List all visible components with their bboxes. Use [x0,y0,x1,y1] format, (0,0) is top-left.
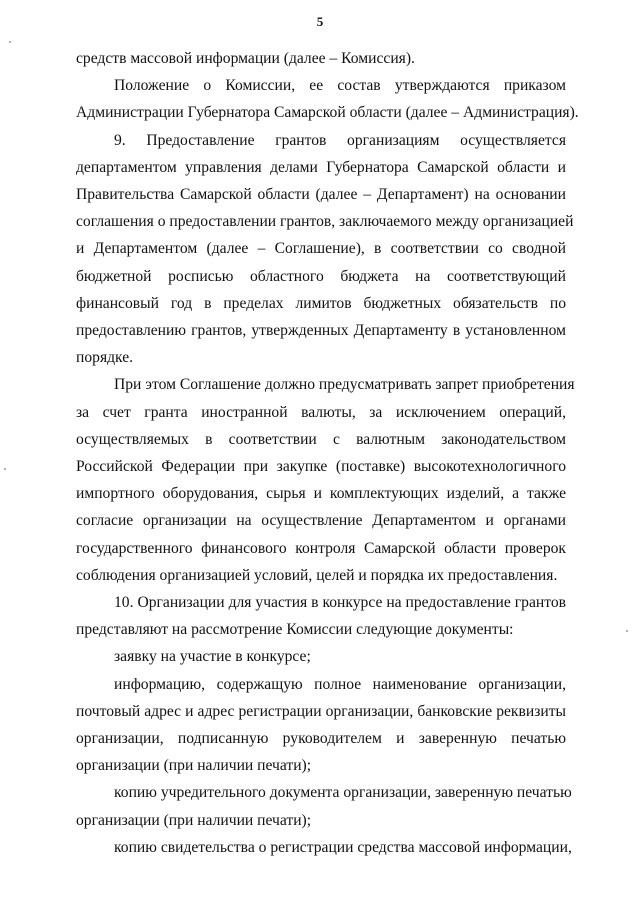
page-number: 5 [316,14,324,29]
text-line: за счет гранта иностранной валюты, за исключением операций, [76,403,566,421]
paragraph [76,779,572,833]
scan-speck [9,41,11,43]
paragraph [76,671,566,780]
paragraph [76,371,575,589]
text-line: соблюдения организацией условий, целей и порядка их предоставления. [76,566,558,584]
text-line: организации, подписанную руководителем и заверенную печатью [76,730,566,748]
text-line: государственного финансового контроля Самарской области проверок [76,539,566,557]
text-line: копию свидетельства о регистрации средства массовой информации, [114,838,572,856]
text-line: порядке. [76,349,134,367]
text-line: осуществляемых в соответствии с валютным законодательством [76,430,566,448]
scan-speck [626,630,628,632]
paragraph [76,127,574,372]
paragraph [76,643,566,670]
text-line: представляют на рассмотрение Комиссии следующие документы: [76,621,514,639]
text-line: Положение о Комиссии, ее состав утверждаются приказом [114,77,566,95]
document-body [76,45,579,861]
scan-speck [4,468,6,470]
text-line: финансовый год в пределах лимитов бюджетных обязательств по [76,294,566,312]
paragraph [76,45,566,72]
text-line: Правительства Самарской области (далее – Департамент) на основании [76,186,566,204]
text-line: соглашения о предоставлении грантов, заключаемого между организацией [76,213,574,231]
text-line: копию учредительного документа организации, заверенную печатью [114,784,572,802]
text-line: средств массовой информации (далее – Комиссия). [76,50,415,67]
text-line: информацию, содержащую полное наименование организации, [114,675,566,693]
paragraph [76,589,566,643]
paragraph [76,834,572,861]
text-line: предоставлению грантов, утвержденных Департаменту в установленном [76,322,566,340]
text-line: 9. Предоставление грантов организациям осуществляется [114,131,566,149]
text-line: При этом Соглашение должно предусматривать запрет приобретения [114,376,575,394]
text-line: и Департаментом (далее – Соглашение), в соответствии со сводной [76,240,566,258]
text-line: организации (при наличии печати); [76,811,312,829]
text-line: департаментом управления делами Губернатора Самарской области и [76,158,566,176]
text-line: 10. Организации для участия в конкурсе на предоставление грантов [114,594,566,612]
text-line: Российской Федерации при закупке (поставке) высокотехнологичного [76,458,566,476]
paragraph [76,72,579,126]
text-line: бюджетной росписью областного бюджета на соответствующий [76,267,566,285]
text-line: почтовый адрес и адрес регистрации организации, банковские реквизиты [76,702,566,720]
text-line: организации (при наличии печати); [76,757,312,775]
text-line: Администрации Губернатора Самарской области (далее – Администрация). [76,104,579,122]
text-line: согласие организации на осуществление Департаментом и органами [76,512,566,530]
text-line: импортного оборудования, сырья и комплектующих изделий, а также [76,485,566,503]
text-line: заявку на участие в конкурсе; [114,648,311,666]
